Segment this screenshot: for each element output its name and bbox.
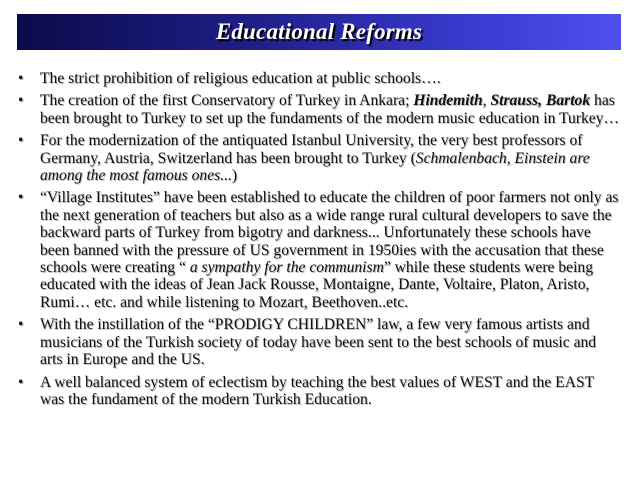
separator-comma: , xyxy=(482,92,491,110)
bullet-item-eclectism xyxy=(18,374,620,409)
bullet-dot-icon: • xyxy=(18,316,24,334)
bullet-dot-icon: • xyxy=(18,92,24,110)
bullet-item-village-institutes xyxy=(18,189,620,311)
bullet-item-istanbul-university xyxy=(18,132,620,184)
bullet-text: For the modernization of the antiquated Istanbul University, the very best professors of Germany, Austria, Switzerland has been brought to Turkey ( xyxy=(40,132,583,167)
bullet-dot-icon: • xyxy=(18,373,24,391)
composer-name-hindemith: Hindemith xyxy=(413,92,483,110)
title-bar xyxy=(17,14,621,50)
slide-title: Educational Reforms xyxy=(215,19,423,44)
bullet-item-conservatory xyxy=(18,92,620,127)
bullet-text: With the instillation of the “PRODIGY CHILDREN” law, a few very famous artists and musicians of the Turkish society of today have been sent to the best schools of music and arts in Europe and the US. xyxy=(40,316,597,369)
italic-note: Schmalenbach, Einstein are among the most famous ones... xyxy=(40,149,590,185)
composer-name-strauss: Strauss, xyxy=(490,92,543,110)
composer-name-bartok: Bartok xyxy=(545,92,591,110)
bullet-dot-icon: • xyxy=(18,189,24,207)
bullet-dot-icon: • xyxy=(18,132,24,150)
bullet-text: A well balanced system of eclectism by teaching the best values of WEST and the EAST was the fundament of the modern Turkish Education. xyxy=(40,373,594,408)
bullet-list xyxy=(18,70,620,408)
bullet-text: “Village Institutes” have been established to educate the children of poor farmers not only as the next generation of teachers but also as a wide range rural cultural developers to save the backward parts of Turkey from bigotry and darkness... Unfortunately these schools have been banned with the pressure of US government in 1950ies with the accusation that these schools were creating “ xyxy=(40,189,619,277)
bullet-text: The strict prohibition of religious education at public schools…. xyxy=(40,70,441,87)
bullet-text-continued: ” while these students were being educated with the ideas of Jean Jack Rousse, Montaigne, Dante, Voltaire, Platon, Aristo, Rumi… etc. and while listening to Mozart, Beethoven..etc. xyxy=(40,259,593,311)
bullet-text-continued: has been brought to Turkey to set up the fundaments of the modern music education in Turkey… xyxy=(40,92,620,127)
bullet-text: The creation of the first Conservatory of Turkey in Ankara; xyxy=(40,92,414,110)
bullet-item-religious-education xyxy=(18,70,620,87)
slide-content xyxy=(18,70,620,413)
italic-quote: a sympathy for the communism xyxy=(189,259,384,277)
bullet-item-prodigy-children xyxy=(18,316,620,368)
bullet-text-continued: ) xyxy=(231,167,238,185)
bullet-dot-icon: • xyxy=(18,70,24,87)
